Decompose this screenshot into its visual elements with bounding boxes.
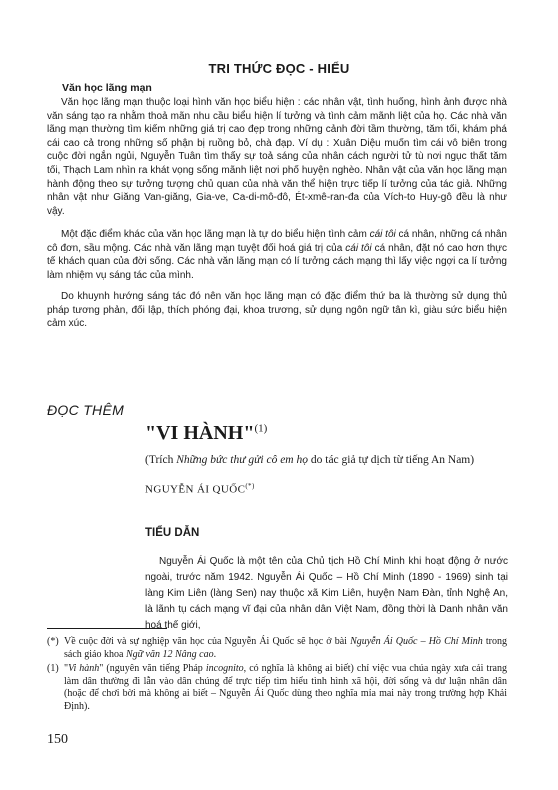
paragraph-1 — [47, 96, 507, 218]
footnote-text-b: trong sách giáo khoa — [64, 636, 508, 660]
author-name-text: NGUYỄN ÁI QUỐC — [145, 483, 246, 496]
footnote-mark: (1) — [47, 663, 59, 675]
footnote-mark: (*) — [47, 636, 59, 647]
work-title — [145, 422, 267, 445]
excerpt-pre: (Trích — [145, 454, 177, 466]
page-number: 150 — [47, 732, 68, 747]
introduction-paragraph — [145, 554, 508, 634]
footnote-divider — [47, 628, 167, 629]
paragraph-1-text: Văn học lãng mạn thuộc loại hình văn học biểu hiện : các nhân vật, tình huống, hình ảnh được nhà văn sáng tạo ra nhằm thoả mãn nhu cầu biểu hiện lí tưởng và tình cảm mãnh liệt của họ. Các nhà văn lãng mạn thường tìm kiếm những giá trị cao đẹp trong những cảnh đời tầm thường, tăm tối, khám phá cái cao cả trong những số phận bị ruồng bỏ, chà đạp. Ví dụ : Xuân Diệu muốn tìm cái vô biên trong cuộc đời ngắn ngủi, Nguyễn Tuân tìm thấy sự toả sáng của nhân cách người tử tù nơi ngục thất tăm tối, Thạch Lam nhìn ra khát vọng sống mãnh liệt nơi phố huyện nghèo. Nhân vật của văn học lãng mạn hành động theo sự tưởng tượng chủ quan của nhà văn thể hiện trực tiếp lí tưởng của tác giả. Những nhân vật như Giăng Van-giăng, Gia-ve, Ca-di-mô-đô, Ét-xmê-ran-đa của Vích-to Huy-gô đều là như vậy. — [47, 97, 507, 217]
footnote-author — [47, 636, 507, 661]
excerpt-book-title: Những bức thư gửi cô em họ — [176, 454, 308, 466]
work-title-text: "VI HÀNH" — [145, 422, 255, 444]
footnote-vi-hanh — [47, 663, 507, 713]
paragraph-2-text-c: cá nhân, đặt nó cao hơn thực tế khách quan của đời sống. Các nhà văn lãng mạn có lí tưởng cách mạng thì lấy việc ngợi ca lí tưởng làm nhiệm vụ sáng tác của mình. — [47, 242, 507, 281]
paragraph-2-emphasis-2: cái tôi — [345, 242, 372, 254]
footnote-emphasis-1: Nguyễn Ái Quốc – Hồ Chí Minh — [350, 636, 483, 647]
excerpt-source — [145, 454, 474, 466]
footnote-text — [64, 663, 507, 713]
footnotes — [47, 636, 507, 716]
footnote-text-b: " (nguyên văn tiếng Pháp — [99, 663, 206, 675]
introduction-heading: TIỂU DẪN — [145, 527, 200, 539]
paragraph-2-text-b: cá nhân, những cá nhân cô đơn, sầu mộng. Các nhà văn lãng mạn tuyệt đối hoá giá trị của — [47, 229, 507, 254]
footnote-emphasis-2: incognito — [205, 663, 244, 675]
footnote-text-a: Về cuộc đời và sự nghiệp văn học của Nguyễn Ái Quốc sẽ học ở bài — [64, 636, 351, 647]
introduction-text: Nguyễn Ái Quốc là một tên của Chủ tịch Hồ Chí Minh khi hoạt động ở nước ngoài, trước năm 1942. Nguyễn Ái Quốc – Hồ Chí Minh (1890 - 1969) sinh tại làng Kim Liên (làng Sen) nay thuộc xã Kim Liên, huyện Nam Đàn, tỉnh Nghệ An, là lãnh tụ cách mạng vĩ đại của nhân dân Việt Nam, đồng thời là Danh nhân văn hoá thế giới, — [145, 556, 508, 631]
paragraph-3 — [47, 290, 507, 331]
paragraph-3-text: Do khuynh hướng sáng tác đó nên văn học lãng mạn có đặc điểm thứ ba là thường sử dụng thủ pháp tương phản, đối lập, thích phóng đại, khoa trương, sử dụng ngôn ngữ tân kì, giàu sức biểu hiện cảm xúc. — [47, 291, 507, 330]
work-title-footnote-mark: (1) — [254, 422, 268, 435]
subheading-romanticism: Văn học lãng mạn — [62, 82, 152, 94]
paragraph-2-text-a: Một đặc điểm khác của văn học lãng mạn là tự do biểu hiện tình cảm — [61, 229, 370, 240]
author-footnote-mark: (*) — [245, 482, 255, 490]
excerpt-post: do tác giả tự dịch từ tiếng An Nam) — [308, 454, 475, 466]
footnote-text-c: . — [213, 648, 217, 660]
section-title: TRI THỨC ĐỌC - HIỂU — [208, 61, 350, 76]
footnote-emphasis-1: Vi hành — [68, 663, 100, 675]
further-reading-label: ĐỌC THÊM — [47, 402, 125, 418]
paragraph-2 — [47, 228, 507, 282]
footnote-text-a: " — [64, 663, 69, 675]
author-name — [145, 482, 255, 496]
footnote-text-c: , có nghĩa là không ai biết) chỉ việc vua chúa ngày xưa cải trang làm dân thường đi lẫn vào dân chúng để trực tiếp tìm hiểu tình hình xã hội, đời sống và dư luận nhân dân (hoặc để chơi bời mà không ai biết – Nguyễn Ái Quốc dùng theo nghĩa mỉa mai này trong trường hợp Khải Định). — [64, 663, 507, 712]
footnote-text — [64, 636, 507, 661]
paragraph-2-emphasis-1: cái tôi — [369, 229, 396, 240]
footnote-emphasis-2: Ngữ văn 12 Nâng cao — [125, 648, 214, 660]
